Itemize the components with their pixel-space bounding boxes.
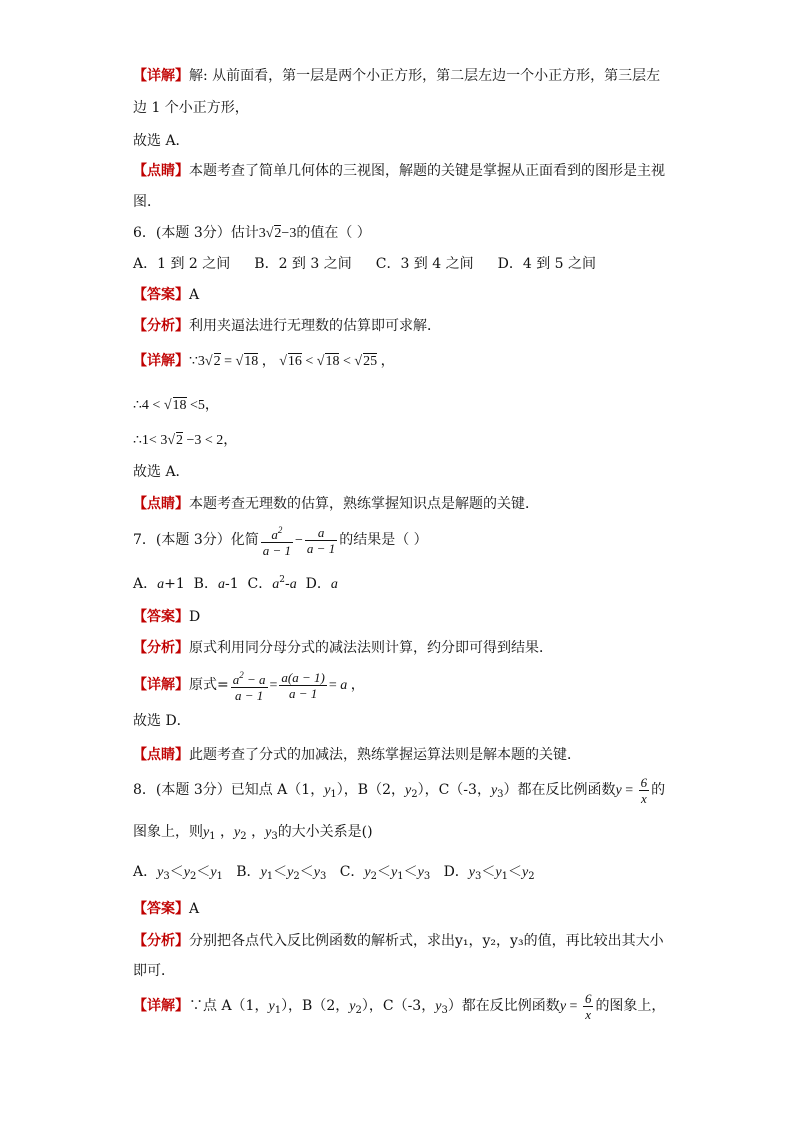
detail-mid3: ）都在反比例函数 — [447, 998, 560, 1014]
q6-stem — [133, 223, 371, 244]
detail-tag: 【详解】 — [133, 68, 189, 84]
therefore-symbol: ∴ — [133, 432, 142, 448]
q8-detail-fraction: $\frac{6}{x}$ — [584, 990, 592, 1022]
q7-fraction-1: $\frac{a^2}{a - 1}$ — [262, 524, 292, 558]
q8-options — [133, 862, 535, 887]
q6-stem-suffix: 的值在（ ） — [296, 225, 371, 241]
answer-tag: 【答案】 — [133, 287, 189, 303]
q7-option-c: C．$a^2-a$ — [247, 575, 297, 592]
q7-stem-suffix: 的结果是（ ） — [339, 532, 428, 548]
q8-stem-mid2: ），C（-3， — [417, 782, 491, 798]
therefore-symbol: ∴ — [133, 397, 142, 413]
because-symbol: ∵ — [189, 353, 198, 369]
choose-line: 故选 A． — [133, 133, 190, 149]
q6-analysis — [133, 316, 441, 336]
detail-mid1: ），B（2， — [281, 998, 350, 1014]
q6-detail — [133, 351, 395, 372]
q8-option-d: D．$y_3<y_1<y_2$ — [443, 864, 535, 882]
analysis-text: 利用夹逼法进行无理数的估算即可求解． — [189, 318, 441, 334]
answer-value: D — [189, 609, 201, 625]
q8-answer — [133, 899, 199, 919]
answer-tag: 【答案】 — [133, 901, 189, 917]
q7-answer — [133, 607, 200, 627]
detail-mid2: ），C（-3， — [361, 998, 436, 1014]
q7-note — [133, 745, 581, 765]
q7-fraction-2: $\frac{a}{a - 1}$ — [306, 524, 336, 556]
q8-line2-prefix: 图象上，则 — [133, 824, 203, 840]
q6-option-b: B．2 到 3 之间 — [254, 256, 352, 272]
q8-stem-mid3: ）都在反比例函数 — [503, 782, 616, 798]
q6-choose: 故选 A． — [133, 464, 190, 480]
q7-options — [133, 570, 338, 595]
note-tag: 【点睛】 — [133, 163, 189, 179]
q8-stem-prefix: 8．(本题 3分）已知点 A（1， — [133, 782, 325, 798]
q8-stem: 8．(本题 3分）已知点 A（1，$y_1$），B（2，$y_2$），C（-3，$y_3$）都在反比例函数y = $\frac{6}{x}$ 的 — [133, 774, 666, 806]
q8-line2-suffix: 的大小关系是() — [277, 824, 373, 840]
q7-option-d: D．a — [305, 576, 338, 592]
q8-analysis — [133, 931, 664, 951]
detail-prefix: 原式= — [189, 677, 229, 693]
q7-analysis — [133, 638, 553, 658]
q6-therefore-1: ∴4 < √18 <5， — [133, 397, 219, 413]
q6-option-c: C．3 到 4 之间 — [375, 256, 474, 272]
q8-stem-mid1: ），B（2， — [336, 782, 405, 798]
detail-line — [133, 66, 660, 86]
q7-choose: 故选 D． — [133, 713, 191, 729]
answer-value: A — [189, 901, 200, 917]
answer-tag: 【答案】 — [133, 609, 189, 625]
q6-stem-prefix: 6．(本题 3分）估计 — [133, 225, 259, 241]
detail-tag: 【详解】 — [133, 998, 189, 1014]
q6-expression: 3√2−3 — [258, 226, 297, 241]
q8-option-b: B．$y_1<y_2<y_3$ — [236, 864, 327, 882]
q6-radicand: 2 — [274, 226, 282, 241]
q7-stem-prefix: 7．(本题 3分）化简 — [133, 532, 259, 548]
note-text: 本题考查了简单几何体的三视图，解题的关键是掌握从正面看到的图形是主视 — [189, 163, 665, 179]
note-line-2: 图． — [133, 194, 161, 210]
q6-note — [133, 494, 539, 514]
q8-analysis-2: 即可． — [133, 963, 175, 979]
q6-coef: 3 — [258, 226, 266, 241]
note-tag: 【点睛】 — [133, 496, 189, 512]
note-tag: 【点睛】 — [133, 747, 189, 763]
detail-tag: 【详解】 — [133, 353, 189, 369]
note-text: 本题考查无理数的估算，熟练掌握知识点是解题的关键． — [189, 496, 539, 512]
analysis-tag: 【分析】 — [133, 640, 189, 656]
q6-answer — [133, 285, 199, 305]
note-line — [133, 161, 665, 181]
q6-tail: −3 — [281, 226, 297, 241]
q6-detail-math: 3√2 = √18 ， √16 < √18 < √25 ， — [197, 354, 395, 369]
q6-option-d: D．4 到 5 之间 — [497, 256, 597, 272]
analysis-tag: 【分析】 — [133, 318, 189, 334]
q8-function-fraction: $\frac{6}{x}$ — [640, 774, 648, 806]
detail-line-2: 边 1 个小正方形， — [133, 100, 249, 116]
analysis-tag: 【分析】 — [133, 933, 189, 949]
q7-detail: 【详解】原式= $\frac{a^2 - a}{a - 1}$ = $\frac{a(a - 1)}{a - 1}$ = a ， — [133, 669, 365, 703]
q8-stem-suffix: 的 — [651, 782, 666, 798]
detail-tag: 【详解】 — [133, 677, 189, 693]
analysis-text: 原式利用同分母分式的减法法则计算，约分即可得到结果． — [189, 640, 553, 656]
q7-option-a: A．a+1 — [133, 576, 185, 592]
q6-options — [133, 254, 620, 274]
note-text: 此题考查了分式的加减法，熟练掌握运算法则是解本题的关键． — [189, 747, 581, 763]
answer-value: A — [189, 287, 200, 303]
q8-stem-line-2: 图象上，则$y_1$ ，$y_2$ ，$y_3$的大小关系是() — [133, 824, 373, 842]
q8-option-a: A．$y_3<y_2<y_1$ — [133, 864, 223, 882]
q7-detail-frac-1: $\frac{a^2 - a}{a - 1}$ — [232, 669, 266, 703]
q6-therefore-2: ∴1< 3√2 −3 < 2， — [133, 432, 238, 448]
q7-stem: 7．(本题 3分）化简 $\frac{a^2}{a - 1}$ − $\frac{a}{a - 1}$ 的结果是（ ） — [133, 524, 428, 558]
q7-option-b: B．a-1 — [193, 576, 239, 592]
q6-option-a: A．1 到 2 之间 — [133, 256, 231, 272]
q7-detail-frac-2: $\frac{a(a - 1)}{a - 1}$ — [281, 669, 325, 701]
q8-detail: 【详解】∵点 A（1，$y_1$），B（2，$y_2$），C（-3，$y_3$）都在反比例函数y = $\frac{6}{x}$ 的图象上， — [133, 990, 666, 1022]
detail-text: 解: 从前面看，第一层是两个小正方形，第二层左边一个小正方形，第三层左 — [189, 68, 661, 84]
analysis-text: 分别把各点代入反比例函数的解析式，求出y₁，y₂，y₃的值，再比较出其大小 — [189, 933, 664, 949]
detail-prefix: ∵点 A（1， — [189, 998, 269, 1014]
detail-suffix: 的图象上， — [595, 998, 666, 1014]
q8-option-c: C．$y_2<y_1<y_3$ — [339, 864, 431, 882]
